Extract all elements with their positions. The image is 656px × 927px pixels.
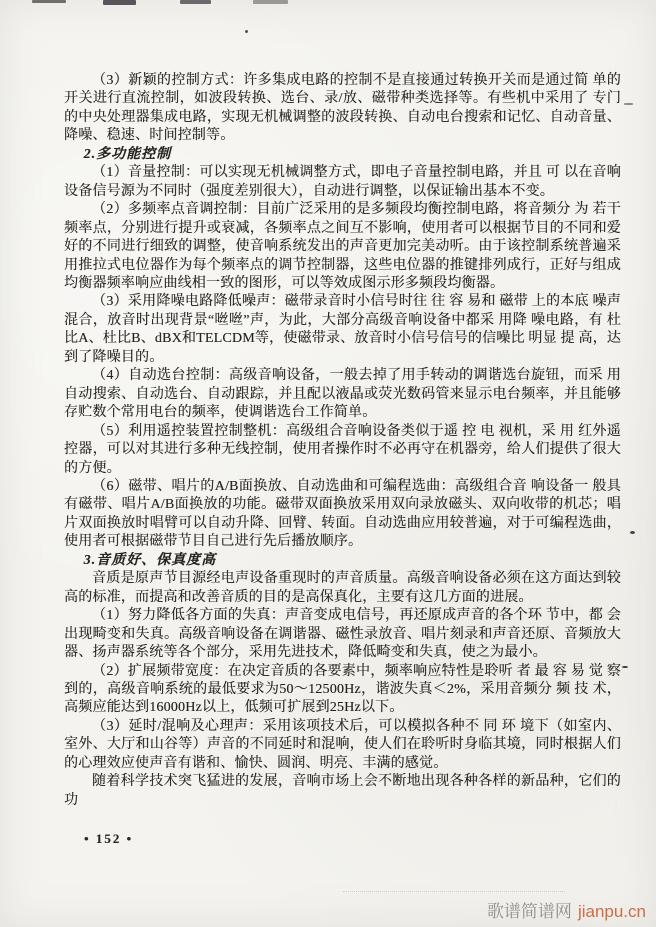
scan-artifact-mark [32, 0, 66, 3]
body-paragraph: （2）多频率点音调控制：目前广泛采用的是多频段均衡控制电路，将音频分 为 若干频率点，分别进行提升或衰减，各频率点之间互不影响，使用者可以根据节目的不同和爱好的不同进行细致的调整，使音响系统发出的声音更加完美动听。由于该控制系统普遍采用推拉式电位器作为每个频率点的调节控制器，这些电位器的推键排列成行，正好与组成均衡器频率响应曲线相一致的图形，可以等效成图示形多频段均衡器。 [64, 202, 621, 291]
body-paragraph: （6）磁带、唱片的A/B面换放、自动选曲和可编程选曲：高级组合音 响设备一 般具有磁带、唱片A/B面换放的功能。磁带双面换放采用双向录放磁头、双向收带的机芯；唱片双面换放时唱臂可以自动升降、回臂、转面。自动选曲应用较普遍，对于可编程选曲，使用者可根据磁带节目自己进行先后播放顺序。 [64, 478, 621, 550]
scan-speck [630, 531, 635, 534]
body-paragraph: （3）采用降噪电路降低噪声：磁带录音时小信号时往 往 容 易和 磁带 上的本底 噪声混合，放音时出现背景“咝咝”声，为此，大部分高级音响设备中都采 用降 噪电路，有 杜比A、杜比B、dBX和TELCDM等，使磁带录、放音时小信号信号的信噪比 明显 提 高，达到了降噪目的。 [64, 294, 621, 365]
page-number: • 152 • [84, 831, 134, 846]
page-text-block [64, 72, 621, 810]
watermark-site-name: 歌谱简谱网 [486, 902, 572, 921]
body-paragraph: （1）音量控制：可以实现无机械调整方式，即电子音量控制电路，并且 可 以在音响设备信号源为不同时（强度差别很大），自动进行调整，以保证输出基本不变。 [64, 165, 621, 199]
body-paragraph: （3）延时/混响及心理声：采用该项技术后，可以模拟各种不 同 环 境下（如室内、室外、大厅和山谷等）声音的不同延时和混响，使人们在聆听时身临其境，同时根据人们的心理效应使声音有谐和、愉快、圆润、明亮、丰满的感觉。 [64, 718, 621, 771]
scan-artifact-mark [103, 0, 136, 5]
scan-speck [245, 30, 248, 33]
body-paragraph: 随着科学技术突飞猛进的发展，音响市场上会不断地出现各种各样的新品种，它们的功 [64, 774, 621, 808]
scan-artifact-mark [253, 0, 288, 4]
body-paragraph: （5）利用遥控装置控制整机：高级组合音响设备类似于遥 控 电 视机，采 用 红外遥控器，可以对其进行多种无线控制，使用者操作时不必再守在机器旁，给人们提供了很大的方便。 [64, 423, 621, 476]
body-paragraph: （3）新颖的控制方式：许多集成电路的控制不是直接通过转换开关而是通过简 单的开关进行直流控制，如波段转换、选台、录/放、磁带种类选择等。有些机中采用了 专门 的中央处理器集成电路，实现无机械调整的波段转换、自动电台搜索和记忆、自动音量、降噪、稳速、时间控制等。 [64, 73, 621, 144]
scan-faint-line [343, 891, 565, 892]
body-paragraph: 音质是原声节目源经电声设备重现时的声音质量。高级音响设备必须在这方面达到较高的标准，而提高和改善音质的目的是高保真化，主要有这几方面的进展。 [64, 571, 621, 605]
watermark [487, 897, 646, 922]
body-paragraph: （2）扩展频带宽度：在决定音质的各要素中，频率响应特性是聆听 者 最 容 易 觉 察到的，高级音响系统的最低要求为50～12500Hz，谐波失真＜2%，采用音频分 频 技 术，高频应能达到16000Hz以上，低频可扩展到25Hz以下。 [64, 663, 621, 716]
scan-speck [622, 666, 628, 668]
section-heading: 3.音质好、保真度高 [83, 552, 217, 568]
section-heading: 2.多功能控制 [83, 146, 172, 162]
scan-speck [624, 103, 633, 105]
body-paragraph: （1）努力降低各方面的失真：声音变成电信号，再还原成声音的各个环 节中，都 会出现畸变和失真。高级音响设备在调谐器、磁性录放音、唱片刻录和声音还原、音频放大器、扬声器系统等各个部分，采用先进技术，降低畸变和失真，使之为最小。 [64, 608, 621, 661]
body-paragraph: （4）自动选台控制：高级音响设备，一般去掉了用手转动的调谐选台旋钮，而采 用自动搜索、自动选台、自动跟踪，并且配以液晶或荧光数码管来显示电台频率，并且能够存贮数个常用电台的频率，使调谐选台工作简单。 [64, 368, 621, 421]
watermark-site-url: jianpu.cn [577, 902, 646, 921]
scan-artifact-mark [180, 0, 211, 4]
